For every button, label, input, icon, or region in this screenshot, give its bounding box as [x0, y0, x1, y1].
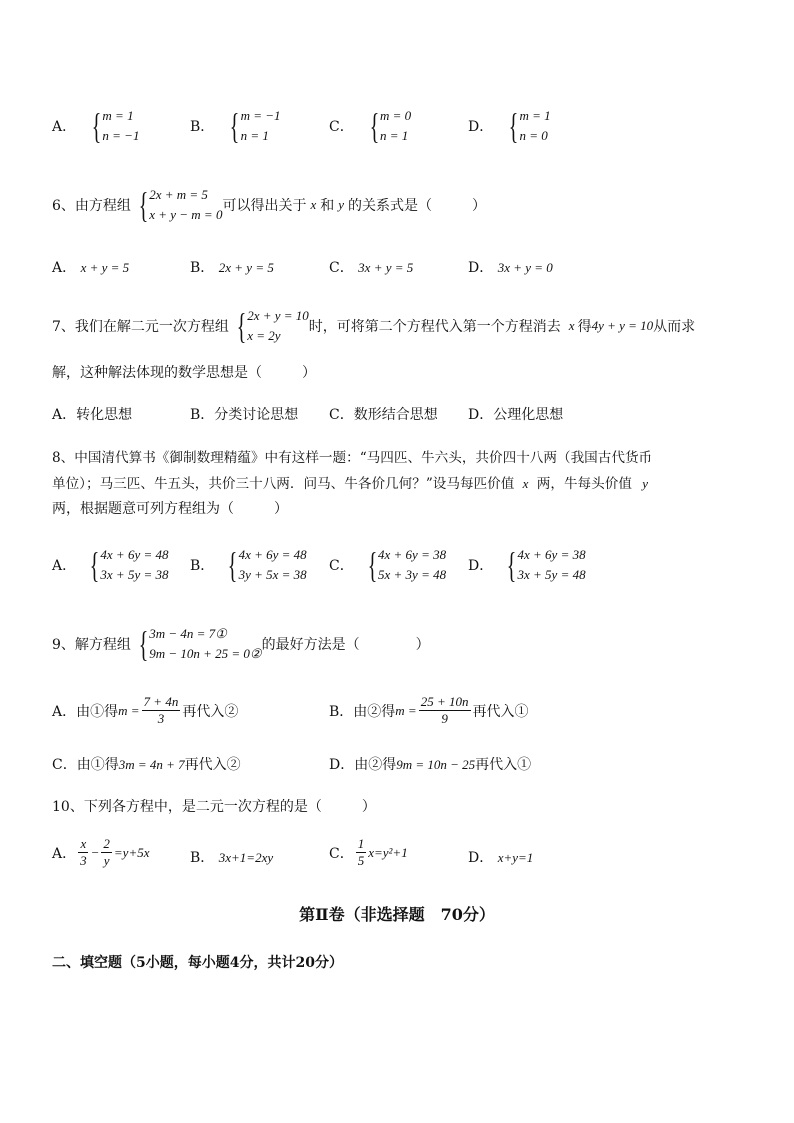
brace: { — [138, 185, 149, 225]
equation: 9m = 10n − 25 — [396, 757, 476, 772]
fraction — [101, 836, 112, 869]
question-text: 得 — [577, 319, 592, 335]
equation-line: 2x + m = 5 — [149, 187, 208, 202]
fraction-denominator: 3 — [157, 711, 165, 726]
q6-option-c — [329, 257, 413, 277]
q7-option-c — [329, 404, 438, 424]
option-label: B． — [190, 119, 215, 135]
option-label: D． — [468, 260, 494, 276]
equation: x+y=1 — [497, 850, 534, 865]
brace: { — [367, 545, 377, 585]
brace: { — [507, 545, 517, 585]
q10-option-b — [190, 847, 273, 867]
equation: m = — [118, 702, 140, 718]
brace: { — [509, 106, 519, 146]
question-text: 7、我们在解二元一次方程组 — [52, 319, 229, 335]
q10-option-a — [52, 836, 150, 869]
equation-line: 2x + y = 10 — [247, 308, 309, 323]
q9-option-c — [52, 754, 241, 774]
q8-line-1 — [52, 446, 652, 466]
equation-line: 4x + 6y = 38 — [378, 547, 447, 562]
equation-line: n = 1 — [380, 128, 409, 143]
equation-line: n = −1 — [102, 128, 140, 143]
q8-line-2 — [52, 472, 648, 492]
option-label: C． — [329, 845, 354, 862]
option-label: C． — [329, 558, 354, 574]
q8-option-b — [190, 545, 307, 585]
fraction-numerator: x — [80, 836, 87, 851]
fraction-denominator: 5 — [357, 853, 365, 868]
equation-line: x + y − m = 0 — [149, 207, 223, 222]
question-text: 的最好方法是（ — [261, 637, 360, 653]
equation-line: n = 1 — [240, 128, 269, 143]
q9-option-a — [52, 694, 238, 727]
q7-option-b — [190, 404, 298, 424]
part-2-heading: 第Ⅱ卷（非选择题 70分） — [299, 905, 495, 924]
fraction-numerator: 1 — [357, 836, 365, 851]
question-text: ） — [472, 198, 487, 214]
option-label: D． — [468, 407, 494, 423]
question-text: 两，根据题意可列方程组为（ — [52, 501, 234, 517]
q7-option-d — [468, 404, 563, 424]
option-text: 再代入① — [472, 703, 529, 720]
option-label: B． — [190, 407, 215, 423]
equation-line: m = −1 — [240, 108, 281, 123]
question-7 — [52, 306, 695, 346]
fraction-numerator: 7 + 4n — [143, 694, 179, 709]
equation: =y+5x — [113, 844, 150, 860]
q10-option-d — [468, 847, 533, 867]
option-expression: 3x + y = 0 — [497, 260, 553, 275]
q5-option-d — [468, 106, 551, 146]
q5-option-a — [52, 106, 139, 146]
brace: { — [91, 106, 102, 146]
question-text: 和 — [320, 198, 335, 214]
option-text: 数形结合思想 — [353, 407, 438, 423]
q10-option-c — [329, 836, 408, 869]
q6-option-b — [190, 257, 274, 277]
q5-option-b — [190, 106, 281, 146]
option-expression: x + y = 5 — [80, 260, 130, 275]
fraction-numerator: 25 + 10n — [420, 694, 469, 709]
fraction-denominator: y — [103, 853, 110, 868]
equation: m = — [395, 702, 417, 718]
option-label: C． — [329, 260, 354, 276]
option-label: C． — [329, 119, 354, 135]
q8-option-a — [52, 545, 169, 585]
fraction — [142, 694, 181, 727]
equation-line: 4x + 6y = 38 — [517, 547, 586, 562]
option-label: D． — [468, 850, 494, 866]
variable: y — [642, 476, 649, 491]
question-text: ） — [361, 799, 376, 815]
q8-line-3 — [52, 498, 288, 518]
equation-line: n = 0 — [519, 128, 548, 143]
q6-option-d — [468, 257, 553, 277]
brace: { — [230, 106, 240, 146]
option-label: B．由②得 — [329, 703, 396, 720]
question-text: 10、下列各方程中，是二元一次方程的是（ — [52, 799, 322, 815]
fraction — [419, 694, 471, 727]
option-label: C． — [329, 407, 354, 423]
q8-option-c — [329, 545, 446, 585]
option-text: 分类讨论思想 — [214, 407, 299, 423]
question-text: 从而求 — [653, 319, 696, 335]
variable: x — [568, 318, 575, 333]
q6-option-a — [52, 257, 129, 277]
question-6 — [52, 185, 486, 225]
equation: 4y + y = 10 — [591, 318, 654, 333]
brace: { — [369, 106, 379, 146]
option-expression: 3x + y = 5 — [358, 260, 414, 275]
question-text: 单位）；马三匹、牛五头，共价三十八两．问马、牛各价几何？”设马每匹价值 — [52, 476, 515, 492]
option-text: 再代入① — [475, 757, 532, 773]
equation-line: 4x + 6y = 48 — [238, 547, 307, 562]
option-label: A．由①得 — [52, 703, 119, 720]
fraction-numerator: 2 — [103, 836, 110, 851]
equation: x=y²+1 — [368, 844, 408, 860]
equation-line: m = 1 — [102, 108, 134, 123]
question-text: 9、解方程组 — [52, 637, 131, 653]
question-text: ） — [302, 365, 316, 381]
q9-option-d — [329, 754, 531, 774]
option-label: D．由②得 — [329, 757, 397, 773]
variable: x — [310, 197, 317, 212]
fraction-denominator: 3 — [80, 853, 87, 868]
option-label: A． — [52, 260, 77, 276]
option-text: 再代入② — [184, 757, 241, 773]
question-text: ） — [274, 501, 288, 517]
option-expression: 2x + y = 5 — [218, 260, 274, 275]
option-label: D． — [468, 119, 494, 135]
option-label: A． — [52, 558, 77, 574]
question-9 — [52, 624, 430, 664]
brace: { — [236, 306, 247, 346]
q7-option-a — [52, 404, 132, 424]
equation: 3x+1=2xy — [218, 850, 274, 865]
question-text: 可以得出关于 — [222, 198, 307, 214]
option-label: A． — [52, 845, 77, 862]
brace: { — [89, 545, 100, 585]
fraction — [78, 836, 89, 869]
question-text: 两，牛每头价值 — [536, 476, 632, 492]
equation-line: m = 1 — [519, 108, 551, 123]
fraction — [356, 836, 367, 869]
variable: y — [338, 197, 345, 212]
brace: { — [138, 624, 149, 664]
question-text: 解，这种解法体现的数学思想是（ — [52, 365, 262, 381]
equation-line: 3m − 4n = 7① — [149, 626, 227, 641]
q5-option-c — [329, 106, 411, 146]
option-label: A． — [52, 407, 77, 423]
option-text: 转化思想 — [76, 407, 133, 423]
option-text: 再代入② — [182, 703, 239, 720]
fraction-denominator: 9 — [441, 711, 448, 726]
equation-line: x = 2y — [247, 328, 281, 343]
question-10 — [52, 796, 376, 816]
operator: − — [90, 844, 100, 860]
equation-line: 3y + 5x = 38 — [238, 567, 307, 582]
option-label: B． — [190, 850, 215, 866]
equation-line: m = 0 — [380, 108, 412, 123]
option-label: C．由①得 — [52, 757, 119, 773]
equation-line: 3x + 5y = 48 — [517, 567, 586, 582]
equation-line: 4x + 6y = 48 — [100, 547, 169, 562]
question-text: ） — [415, 637, 430, 653]
option-text: 公理化思想 — [493, 407, 564, 423]
question-text: 时，可将第二个方程代入第一个方程消去 — [308, 319, 561, 335]
option-label: B． — [190, 558, 215, 574]
section-heading: 二、填空题（5小题，每小题4分，共计20分） — [52, 955, 343, 971]
equation-line: 9m − 10n + 25 = 0② — [149, 646, 262, 661]
equation: 3m = 4n + 7 — [118, 757, 185, 772]
option-label: A． — [52, 119, 77, 135]
option-label: D． — [468, 558, 494, 574]
question-text: 6、由方程组 — [52, 198, 131, 214]
option-label: B． — [190, 260, 215, 276]
q8-option-d — [468, 545, 586, 585]
equation-line: 3x + 5y = 38 — [100, 567, 169, 582]
question-text: 8、中国清代算书《御制数理精蕴》中有这样一题：“马四匹、牛六头，共价四十八两（我国古代货币 — [52, 450, 653, 466]
question-text: 的关系式是（ — [348, 198, 433, 214]
variable: x — [522, 476, 529, 491]
q7-line-2 — [52, 362, 316, 382]
q9-option-b — [329, 694, 529, 727]
equation-line: 5x + 3y = 48 — [378, 567, 447, 582]
brace: { — [228, 545, 238, 585]
